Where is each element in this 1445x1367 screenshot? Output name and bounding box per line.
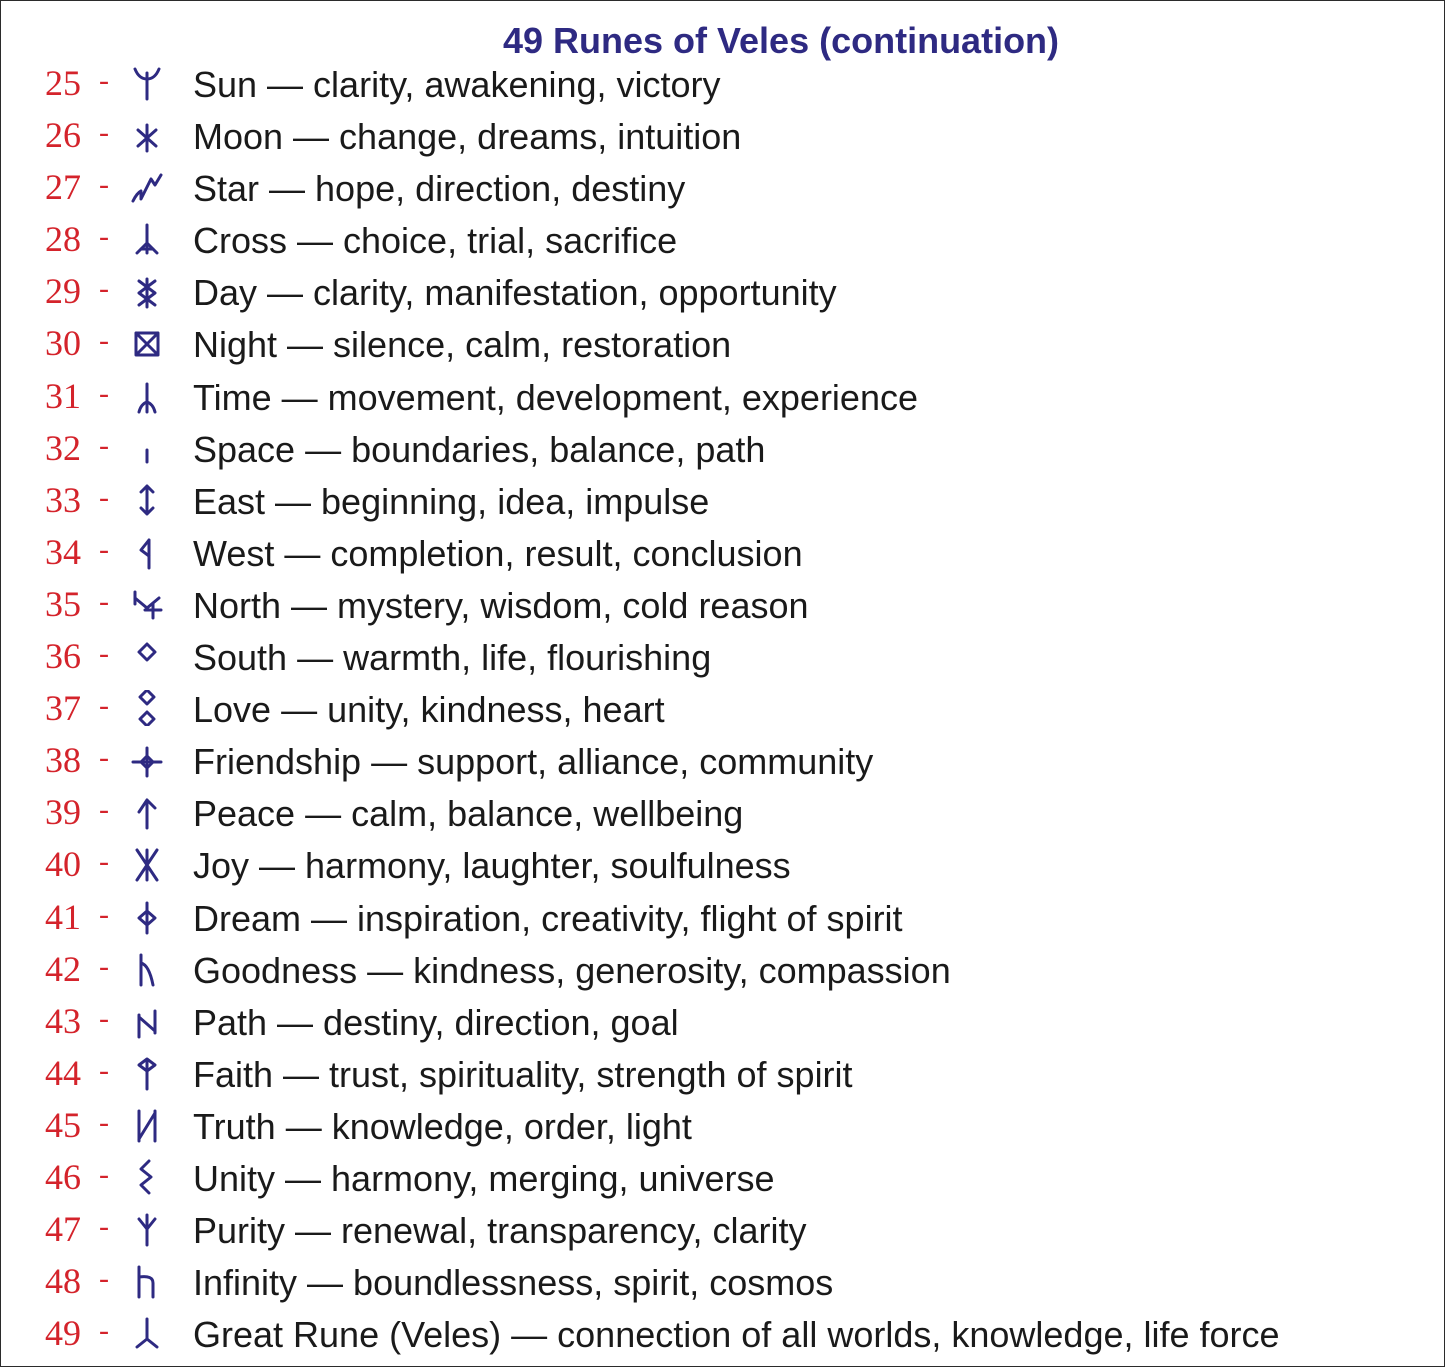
faith-rune-icon xyxy=(129,1055,165,1091)
rune-meaning: Time — movement, development, experience xyxy=(193,376,918,418)
friendship-rune-icon xyxy=(129,742,165,778)
rune-dash: - xyxy=(99,1314,109,1348)
list-item xyxy=(1,267,1444,319)
list-item xyxy=(1,1309,1444,1361)
rune-meaning: Purity — renewal, transparency, clarity xyxy=(193,1210,807,1252)
south-rune-icon xyxy=(129,638,165,674)
rune-dash: - xyxy=(99,428,109,462)
rune-dash: - xyxy=(99,1262,109,1296)
rune-dash: - xyxy=(99,689,109,723)
rune-number: 45 xyxy=(45,1104,81,1145)
goodness-rune-icon xyxy=(129,951,165,987)
rune-dash: - xyxy=(99,220,109,254)
rune-meaning: Day — clarity, manifestation, opportunity xyxy=(193,272,837,314)
rune-number: 44 xyxy=(45,1052,81,1093)
list-item xyxy=(1,684,1444,736)
list-item xyxy=(1,945,1444,997)
sun-rune-icon xyxy=(129,65,165,101)
rune-meaning: Unity — harmony, merging, universe xyxy=(193,1157,775,1199)
rune-dash: - xyxy=(99,272,109,306)
rune-dash: - xyxy=(99,116,109,150)
rune-number: 47 xyxy=(45,1209,81,1250)
rune-meaning: East — beginning, idea, impulse xyxy=(193,480,710,522)
rune-meaning: Dream — inspiration, creativity, flight of spirit xyxy=(193,897,903,939)
list-item xyxy=(1,215,1444,267)
rune-dash: - xyxy=(99,1105,109,1139)
list-item xyxy=(1,1257,1444,1309)
rune-dash: - xyxy=(99,1053,109,1087)
rune-dash: - xyxy=(99,1210,109,1244)
rune-dash: - xyxy=(99,741,109,775)
truth-rune-icon xyxy=(129,1107,165,1143)
rune-meaning: Love — unity, kindness, heart xyxy=(193,689,665,731)
rune-dash: - xyxy=(99,845,109,879)
list-item xyxy=(1,1153,1444,1205)
day-rune-icon xyxy=(129,273,165,309)
rune-number: 31 xyxy=(45,375,81,416)
rune-meaning: Moon — change, dreams, intuition xyxy=(193,116,742,158)
rune-meaning: Path — destiny, direction, goal xyxy=(193,1001,679,1043)
rune-dash: - xyxy=(99,949,109,983)
path-rune-icon xyxy=(129,1003,165,1039)
rune-dash: - xyxy=(99,637,109,671)
list-item xyxy=(1,424,1444,476)
moon-rune-icon xyxy=(129,117,165,153)
rune-meaning: Peace — calm, balance, wellbeing xyxy=(193,793,744,835)
list-item xyxy=(1,1049,1444,1101)
list-item xyxy=(1,1205,1444,1257)
rune-number: 30 xyxy=(45,323,81,364)
rune-number: 32 xyxy=(45,427,81,468)
infinity-rune-icon xyxy=(129,1263,165,1299)
rune-dash: - xyxy=(99,793,109,827)
rune-dash: - xyxy=(99,532,109,566)
rune-number: 42 xyxy=(45,948,81,989)
rune-meaning: Space — boundaries, balance, path xyxy=(193,428,766,470)
rune-dash: - xyxy=(99,584,109,618)
rune-dash: - xyxy=(99,324,109,358)
rune-meaning: Infinity — boundlessness, spirit, cosmos xyxy=(193,1262,834,1304)
rune-number: 38 xyxy=(45,740,81,781)
rune-number: 48 xyxy=(45,1261,81,1302)
rune-meaning: North — mystery, wisdom, cold reason xyxy=(193,584,809,626)
night-rune-icon xyxy=(129,325,165,361)
list-item xyxy=(1,893,1444,945)
rune-meaning: South — warmth, life, flourishing xyxy=(193,637,712,679)
rune-number: 26 xyxy=(45,115,81,156)
east-rune-icon xyxy=(129,482,165,518)
star-rune-icon xyxy=(129,169,165,205)
space-rune-icon xyxy=(129,430,165,466)
list-item xyxy=(1,163,1444,215)
rune-number: 29 xyxy=(45,271,81,312)
peace-rune-icon xyxy=(129,794,165,830)
rune-dash: - xyxy=(99,1157,109,1191)
rune-meaning: Joy — harmony, laughter, soulfulness xyxy=(193,845,791,887)
rune-number: 49 xyxy=(45,1313,81,1354)
list-item xyxy=(1,840,1444,892)
rune-meaning: Friendship — support, alliance, community xyxy=(193,741,874,783)
rune-dash: - xyxy=(99,1001,109,1035)
purity-rune-icon xyxy=(129,1211,165,1247)
rune-dash: - xyxy=(99,376,109,410)
rune-meaning: West — completion, result, conclusion xyxy=(193,532,803,574)
north-rune-icon xyxy=(129,586,165,622)
rune-number: 39 xyxy=(45,792,81,833)
rune-number: 40 xyxy=(45,844,81,885)
rune-number: 28 xyxy=(45,219,81,260)
joy-rune-icon xyxy=(129,846,165,882)
cross-rune-icon xyxy=(129,221,165,257)
rune-number: 34 xyxy=(45,531,81,572)
rune-dash: - xyxy=(99,480,109,514)
rune-number: 25 xyxy=(45,63,81,103)
rune-meaning: Night — silence, calm, restoration xyxy=(193,324,732,366)
rune-meaning: Goodness — kindness, generosity, compassion xyxy=(193,949,951,991)
dream-rune-icon xyxy=(129,899,165,935)
rune-meaning: Faith — trust, spirituality, strength of spirit xyxy=(193,1053,853,1095)
west-rune-icon xyxy=(129,534,165,570)
list-item xyxy=(1,59,1444,111)
list-item xyxy=(1,319,1444,371)
rune-meaning: Star — hope, direction, destiny xyxy=(193,168,686,210)
rune-list xyxy=(1,59,1444,1361)
rune-meaning: Sun — clarity, awakening, victory xyxy=(193,64,721,105)
great-rune-icon xyxy=(129,1315,165,1351)
rune-number: 35 xyxy=(45,583,81,624)
page-title: 49 Runes of Veles (continuation) xyxy=(502,20,1060,61)
list-item xyxy=(1,1101,1444,1153)
rune-meaning: Cross — choice, trial, sacrifice xyxy=(193,220,678,262)
rune-dash: - xyxy=(99,168,109,202)
list-item xyxy=(1,476,1444,528)
rune-number: 46 xyxy=(45,1156,81,1197)
time-rune-icon xyxy=(129,378,165,414)
list-item xyxy=(1,528,1444,580)
list-item xyxy=(1,788,1444,840)
list-item xyxy=(1,997,1444,1049)
rune-number: 36 xyxy=(45,636,81,677)
love-rune-icon xyxy=(129,690,165,726)
list-item xyxy=(1,372,1444,424)
rune-number: 27 xyxy=(45,167,81,208)
list-item xyxy=(1,580,1444,632)
rune-number: 37 xyxy=(45,688,81,729)
rune-number: 43 xyxy=(45,1000,81,1041)
rune-dash: - xyxy=(99,897,109,931)
list-item xyxy=(1,736,1444,788)
rune-meaning: Truth — knowledge, order, light xyxy=(193,1105,692,1147)
rune-number: 33 xyxy=(45,479,81,520)
rune-meaning: Great Rune (Veles) — connection of all worlds, knowledge, life force xyxy=(193,1314,1280,1356)
rune-number: 41 xyxy=(45,896,81,937)
list-item xyxy=(1,632,1444,684)
unity-rune-icon xyxy=(129,1159,165,1195)
rune-dash: - xyxy=(99,64,109,97)
list-item xyxy=(1,111,1444,163)
